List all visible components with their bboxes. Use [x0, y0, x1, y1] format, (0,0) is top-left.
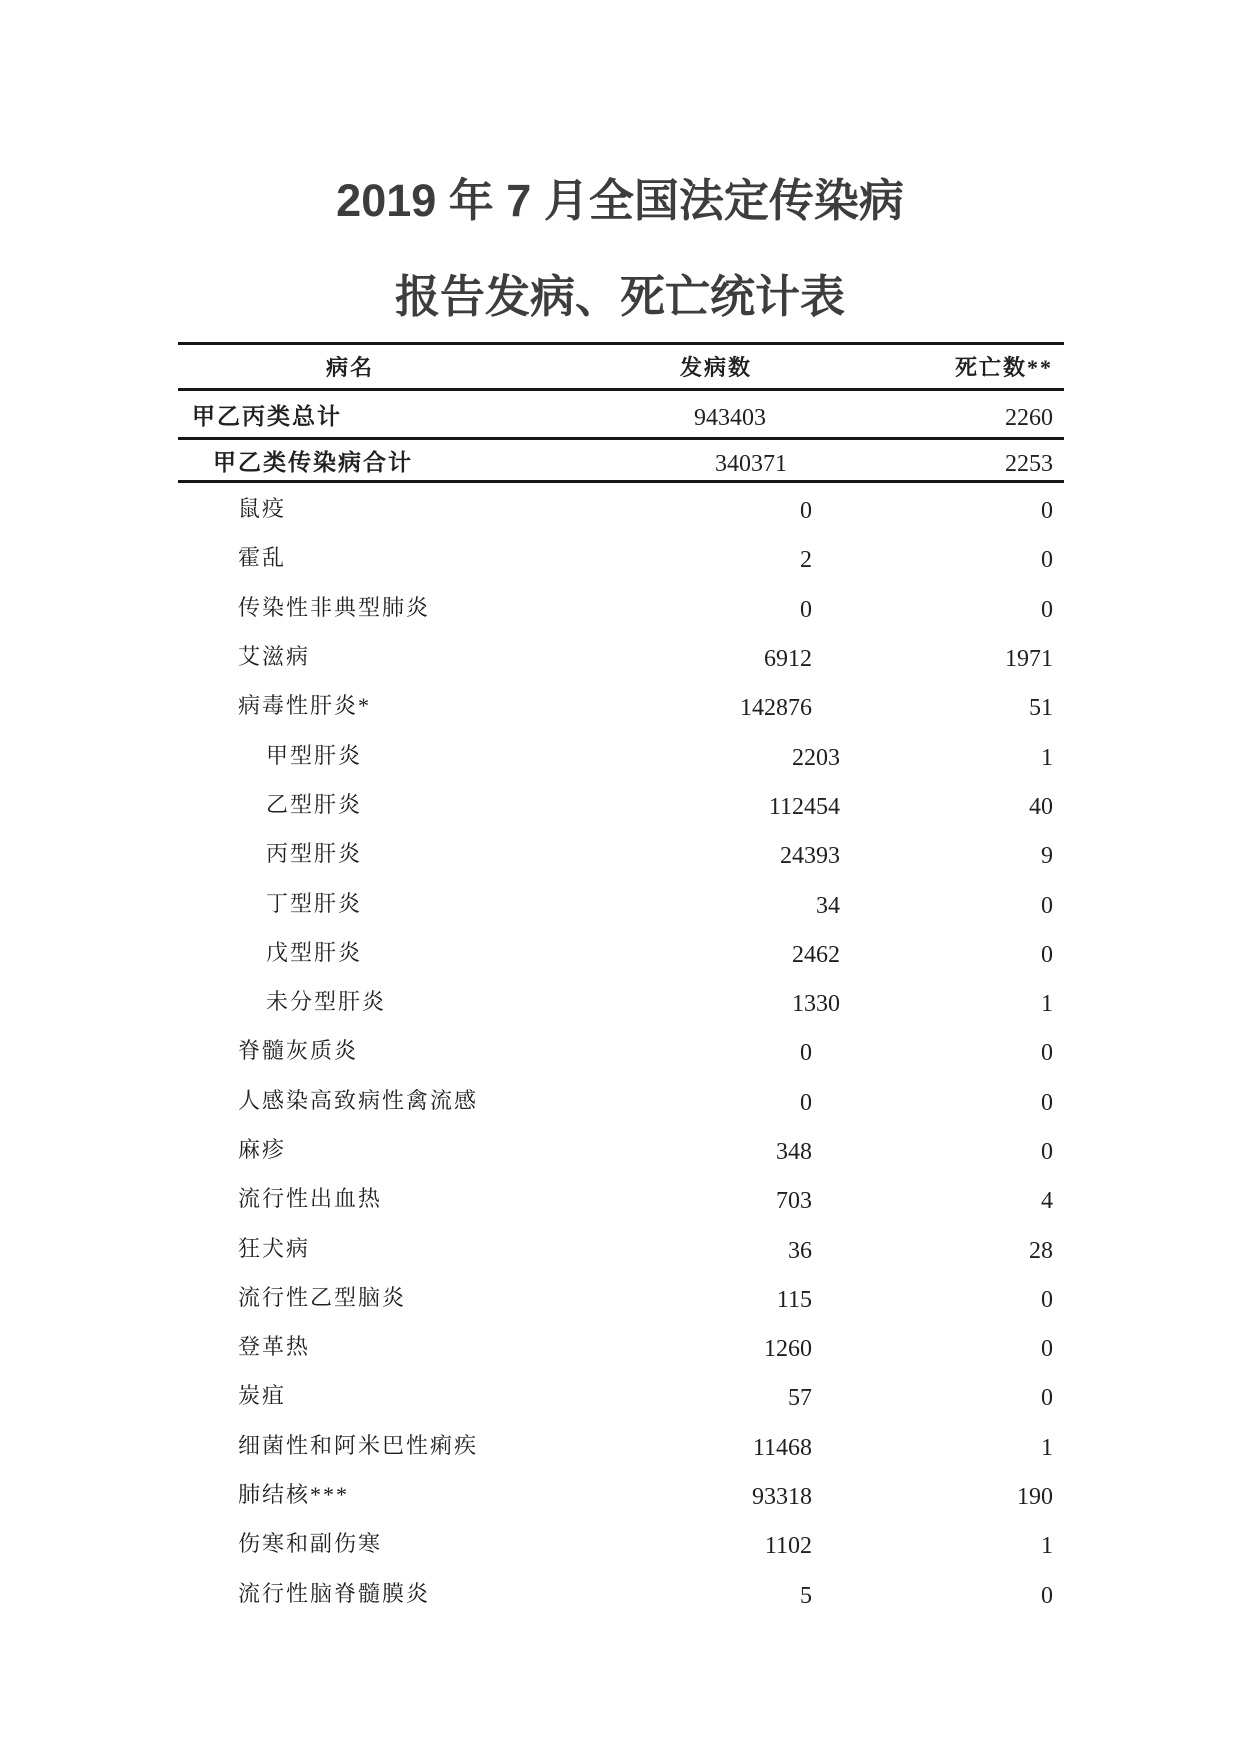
death-count-cell: 0	[1041, 1089, 1053, 1116]
death-count-cell: 0	[1041, 1582, 1053, 1609]
disease-name-cell: 甲乙丙类总计	[192, 403, 342, 429]
disease-name-cell: 炭疽	[238, 1383, 287, 1409]
disease-name-cell: 乙型肝炎	[266, 791, 363, 817]
disease-name-cell: 狂犬病	[238, 1235, 311, 1261]
table-row	[178, 976, 1064, 1025]
case-count-cell: 2	[800, 547, 812, 574]
case-count-cell: 115	[776, 1286, 812, 1313]
case-count-cell: 1260	[764, 1336, 812, 1363]
disease-name-cell: 丙型肝炎	[266, 841, 363, 867]
table-row	[178, 680, 1064, 729]
disease-name-cell: 戊型肝炎	[266, 939, 363, 965]
disease-name-cell: 麻疹	[238, 1137, 287, 1162]
disease-name-cell: 传染性非典型肺炎	[238, 594, 431, 620]
death-count-cell: 0	[1041, 892, 1053, 919]
document-title-line1: 2019 年 7 月全国法定传染病	[336, 175, 904, 226]
death-count-cell: 1971	[1005, 646, 1053, 673]
case-count-cell: 943403	[694, 404, 766, 431]
death-count-cell: 1	[1041, 1533, 1053, 1560]
case-count-cell: 0	[800, 498, 812, 525]
table-row	[178, 1370, 1064, 1419]
death-count-cell: 0	[1041, 1139, 1053, 1165]
case-count-cell: 112454	[768, 793, 840, 820]
disease-name-cell: 未分型肝炎	[266, 989, 387, 1015]
table-row	[178, 1124, 1064, 1173]
case-count-cell: 36	[788, 1237, 812, 1264]
disease-name-cell: 脊髓灰质炎	[238, 1038, 359, 1064]
death-count-cell: 0	[1041, 1385, 1053, 1412]
disease-name-cell: 流行性乙型脑炎	[238, 1284, 407, 1310]
disease-name-cell: 伤寒和副伤寒	[238, 1531, 383, 1557]
table-row	[178, 391, 1064, 440]
death-count-cell: 0	[1041, 1040, 1053, 1067]
disease-name-cell: 登革热	[238, 1334, 311, 1360]
case-count-cell: 57	[788, 1385, 812, 1412]
death-count-cell: 0	[1041, 498, 1053, 525]
table-body	[178, 391, 1064, 1617]
case-count-cell: 0	[800, 596, 812, 623]
table-row	[178, 1173, 1064, 1222]
death-count-cell: 0	[1041, 1286, 1053, 1313]
death-count-cell: 0	[1041, 596, 1053, 623]
death-count-cell: 28	[1029, 1237, 1053, 1264]
death-count-cell: 190	[1017, 1484, 1053, 1511]
table-row	[178, 582, 1064, 631]
case-count-cell: 348	[776, 1139, 812, 1165]
disease-name-cell: 病毒性肝炎*	[238, 693, 372, 719]
table-row	[178, 631, 1064, 680]
case-count-cell: 34	[816, 892, 840, 919]
death-count-cell: 2253	[1005, 450, 1053, 477]
column-header-case-count: 发病数	[679, 355, 752, 380]
death-count-cell: 1	[1041, 1434, 1053, 1461]
disease-name-cell: 鼠疫	[238, 496, 287, 522]
table-row	[178, 828, 1064, 877]
death-count-cell: 2260	[1005, 404, 1053, 431]
disease-name-cell: 细菌性和阿米巴性痢疾	[238, 1432, 479, 1458]
case-count-cell: 93318	[752, 1484, 812, 1511]
death-count-cell: 0	[1041, 547, 1053, 574]
table-row	[178, 440, 1064, 483]
table-row	[178, 1469, 1064, 1518]
disease-name-cell: 艾滋病	[238, 644, 311, 670]
case-count-cell: 703	[776, 1188, 812, 1215]
disease-name-cell: 甲型肝炎	[266, 742, 363, 768]
case-count-cell: 2203	[792, 744, 840, 771]
table-row	[178, 1075, 1064, 1124]
death-count-cell: 40	[1029, 793, 1053, 820]
table-row	[178, 483, 1064, 532]
column-header-disease-name: 病名	[325, 355, 374, 380]
table-row	[178, 1321, 1064, 1370]
death-count-cell: 1	[1041, 991, 1053, 1018]
disease-name-cell: 流行性出血热	[238, 1186, 383, 1212]
document-title-line2: 报告发病、死亡统计表	[394, 271, 845, 322]
case-count-cell: 142876	[740, 695, 812, 722]
death-count-cell: 4	[1041, 1188, 1053, 1215]
disease-name-cell: 流行性脑脊髓膜炎	[238, 1580, 431, 1606]
case-count-cell: 1330	[792, 991, 840, 1018]
table-row	[178, 1222, 1064, 1271]
table-row	[178, 927, 1064, 976]
disease-name-cell: 霍乱	[238, 545, 287, 571]
table-row	[178, 1025, 1064, 1074]
death-count-cell: 9	[1041, 843, 1053, 870]
death-count-cell: 0	[1041, 1336, 1053, 1363]
case-count-cell: 0	[800, 1040, 812, 1067]
case-count-cell: 11468	[752, 1434, 812, 1461]
case-count-cell: 6912	[764, 646, 812, 673]
disease-name-cell: 肺结核***	[238, 1482, 350, 1508]
table-row	[178, 1420, 1064, 1469]
disease-name-cell: 人感染高致病性禽流感	[238, 1087, 479, 1113]
case-count-cell: 0	[800, 1089, 812, 1116]
disease-name-cell: 丁型肝炎	[266, 890, 363, 916]
death-count-cell: 0	[1041, 941, 1053, 968]
column-header-death-count: 死亡数**	[954, 355, 1053, 380]
case-count-cell: 2462	[792, 941, 840, 968]
death-count-cell: 51	[1029, 695, 1053, 722]
table-row	[178, 1568, 1064, 1617]
case-count-cell: 1102	[764, 1533, 812, 1560]
case-count-cell: 24393	[780, 843, 840, 870]
table-row	[178, 1272, 1064, 1321]
table-row	[178, 532, 1064, 581]
table-row	[178, 779, 1064, 828]
table-row	[178, 1518, 1064, 1567]
table-row	[178, 877, 1064, 926]
death-count-cell: 1	[1041, 744, 1053, 771]
table-row	[178, 729, 1064, 778]
disease-name-cell: 甲乙类传染病合计	[213, 449, 413, 475]
disease-statistics-table	[178, 342, 1064, 1617]
case-count-cell: 5	[800, 1582, 812, 1609]
case-count-cell: 340371	[715, 450, 787, 477]
table-header-row	[178, 345, 1064, 391]
